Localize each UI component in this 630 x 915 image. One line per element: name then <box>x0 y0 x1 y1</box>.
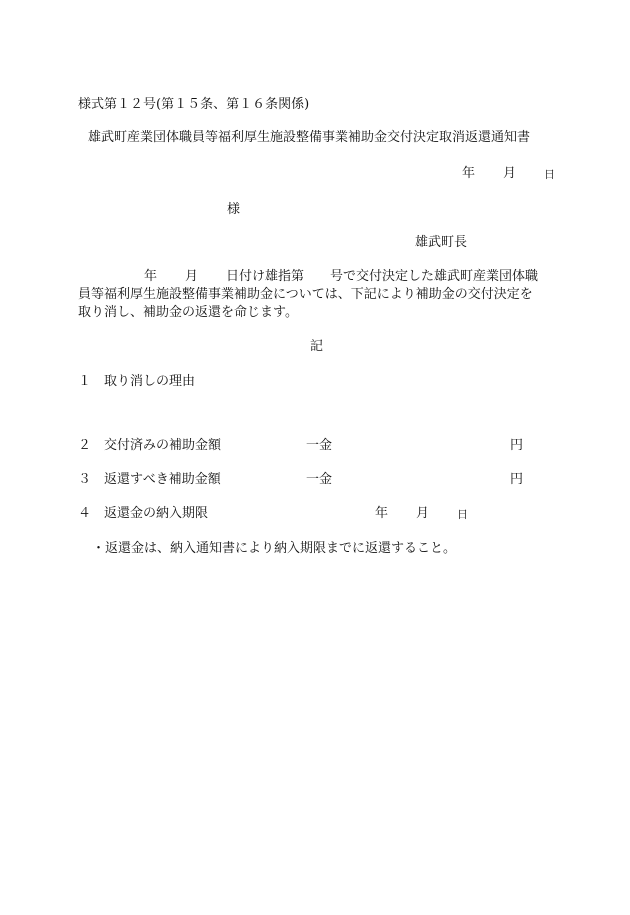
body-line1-rest: 日付け雄指第 号で交付決定した雄武町産業団体職 <box>226 269 539 284</box>
item-3-number: ３ <box>78 472 92 487</box>
body-line3: 取り消し、補助金の返還を命じます。 <box>78 305 298 320</box>
item-4-month: 月 <box>416 506 430 521</box>
ki-heading: 記 <box>310 339 324 354</box>
issuer: 雄武町長 <box>415 235 468 250</box>
form-number: 様式第１２号(第１５条、第１６条関係) <box>78 97 310 112</box>
item-4-number: ４ <box>78 506 92 521</box>
body-year: 年 <box>144 269 158 284</box>
item-4-day: 日 <box>457 508 468 521</box>
item-2-suffix: 円 <box>510 438 524 453</box>
date-month: 月 <box>503 166 517 181</box>
item-2-prefix: 一金 <box>306 438 333 453</box>
body-line2: 員等福利厚生施設整備事業補助金については、下記により補助金の交付決定を <box>78 287 533 302</box>
item-3-prefix: 一金 <box>306 472 333 487</box>
item-1-label: 取り消しの理由 <box>104 374 196 389</box>
item-2-number: ２ <box>78 438 92 453</box>
item-2-label: 交付済みの補助金額 <box>104 438 222 453</box>
item-3-label: 返還すべき補助金額 <box>104 472 221 487</box>
item-1-number: １ <box>78 374 92 389</box>
date-year: 年 <box>462 166 476 181</box>
document-title: 雄武町産業団体職員等福利厚生施設整備事業補助金交付決定取消返還通知書 <box>88 130 531 145</box>
item-4-label: 返還金の納入期限 <box>104 506 209 521</box>
body-month: 月 <box>185 269 199 284</box>
addressee-suffix: 様 <box>227 202 241 217</box>
item-4-year: 年 <box>375 506 389 521</box>
date-day: 日 <box>544 168 555 181</box>
note: ・返還金は、納入通知書により納入期限までに返還すること。 <box>92 541 457 556</box>
item-3-suffix: 円 <box>510 472 524 487</box>
